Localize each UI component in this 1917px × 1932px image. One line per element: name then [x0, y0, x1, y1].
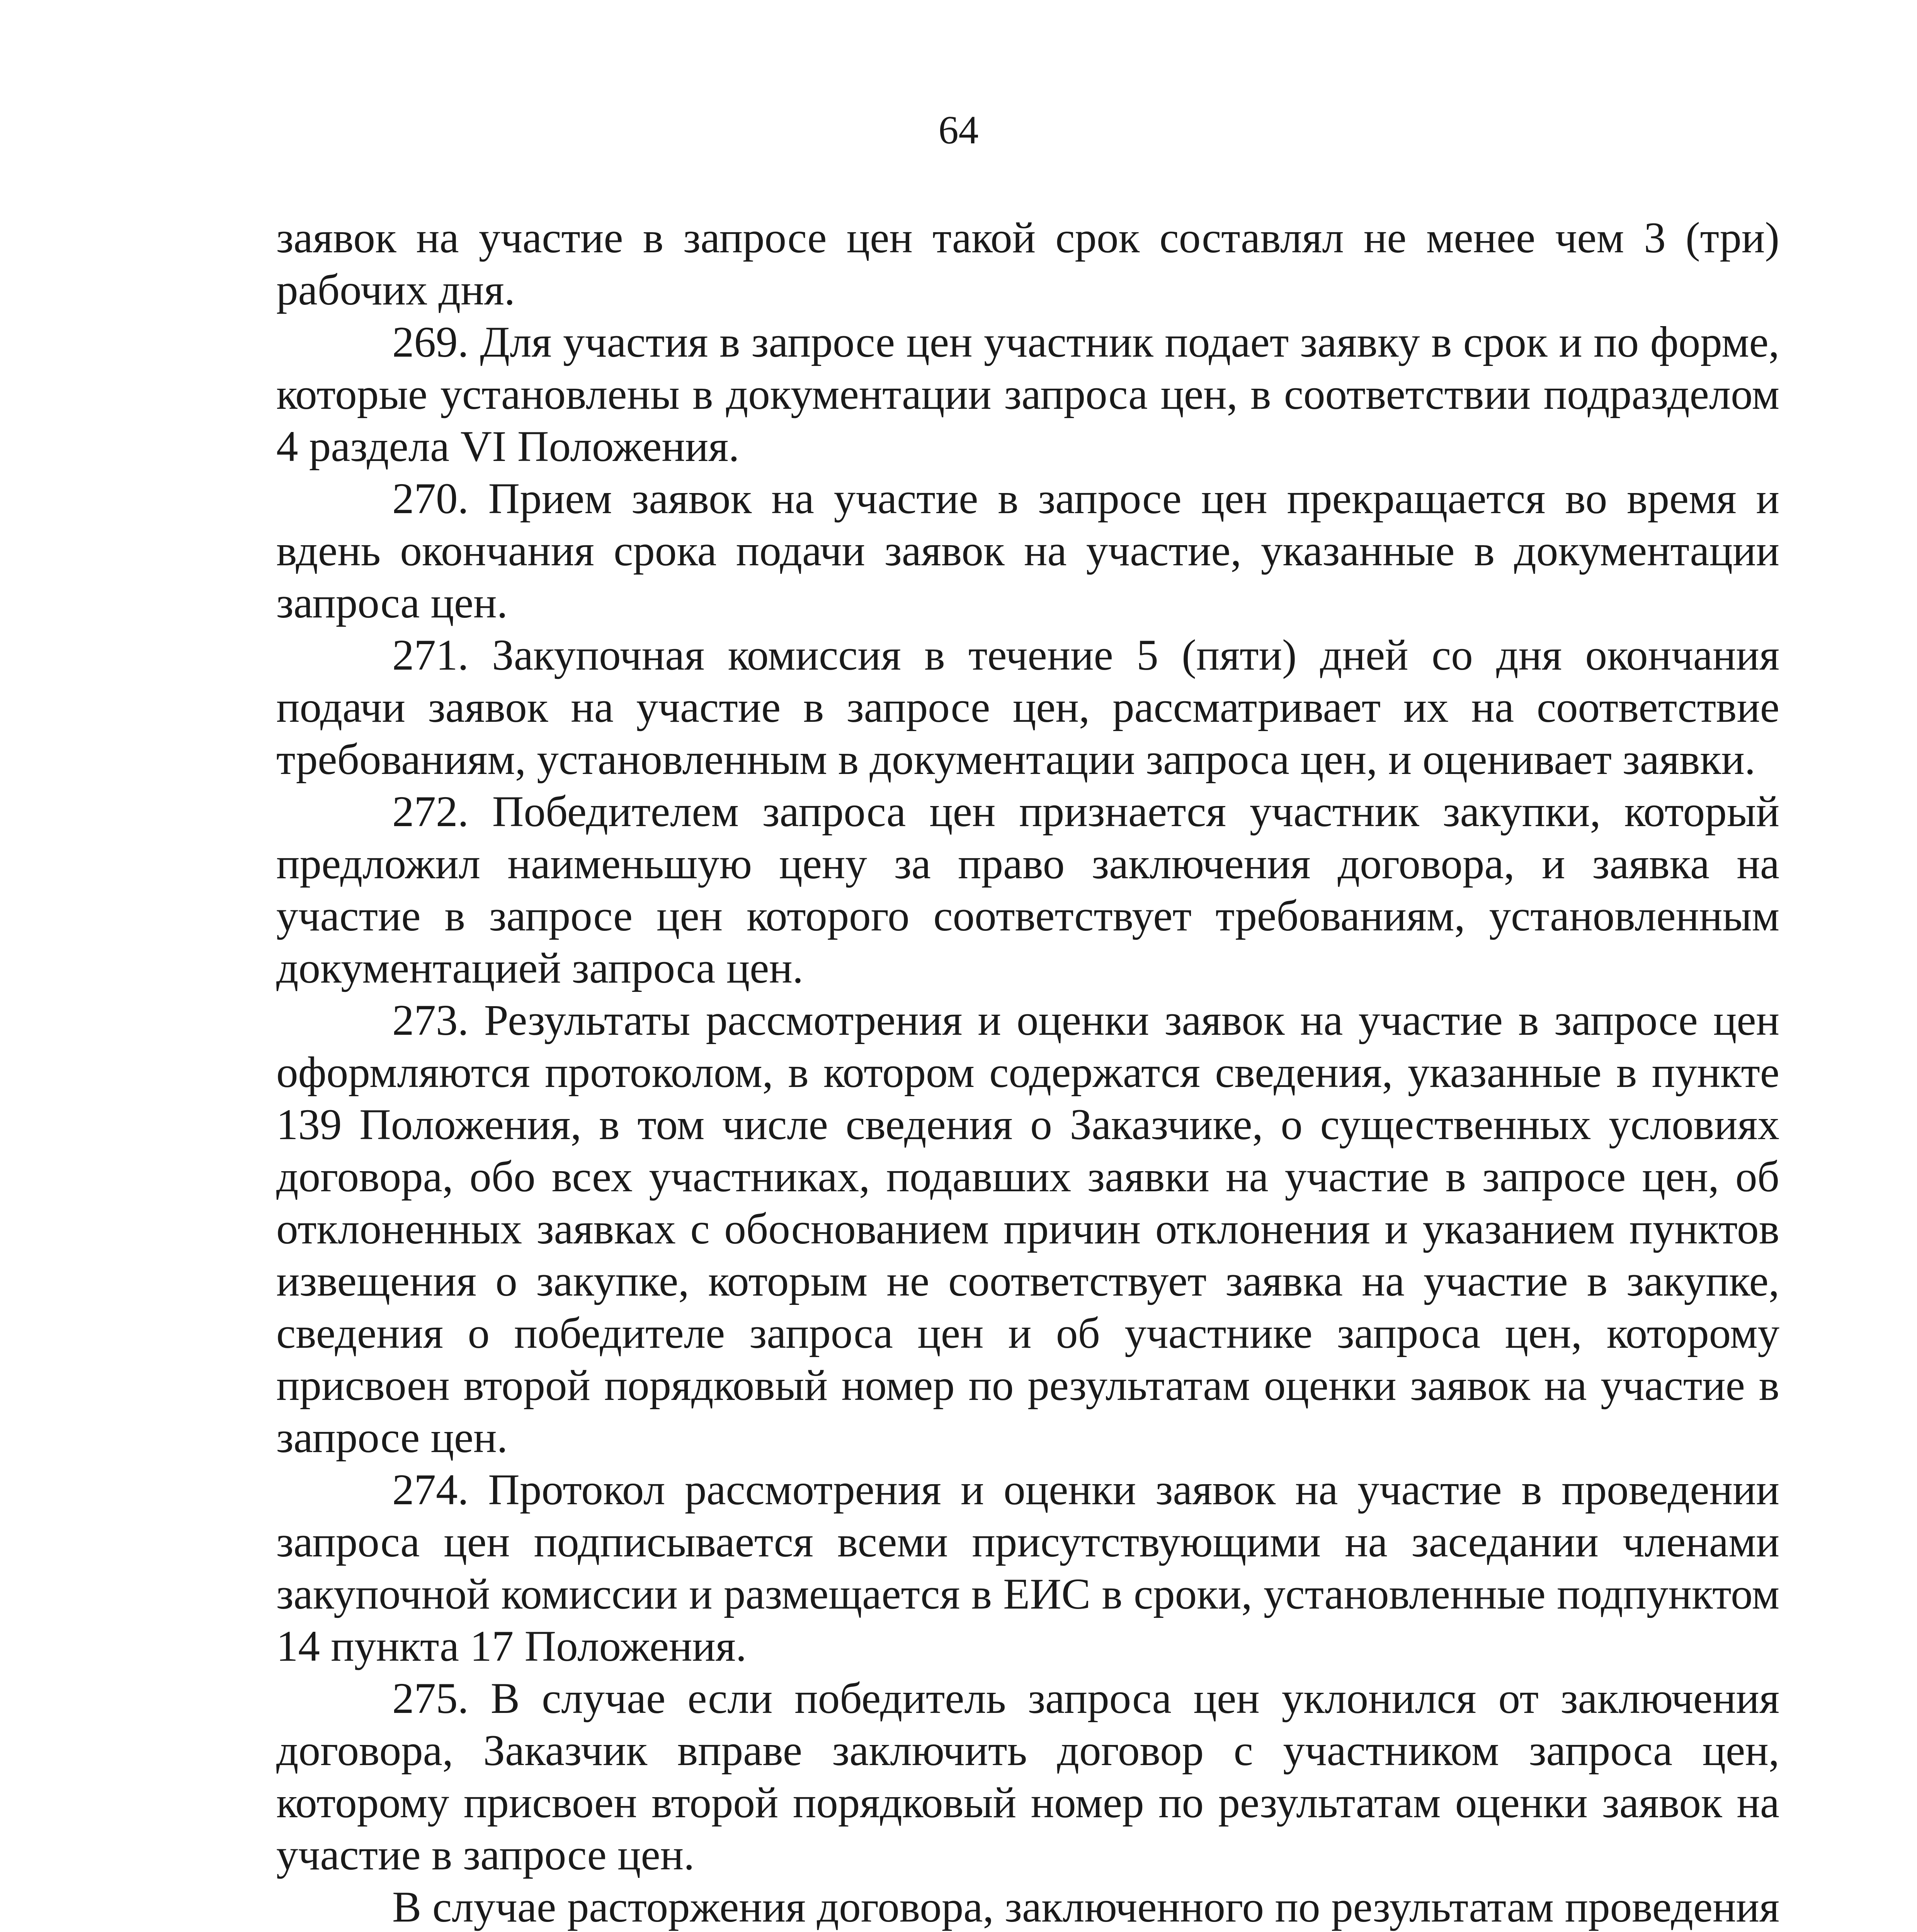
paragraph-269: 269. Для участия в запросе цен участник подает заявку в срок и по форме, которые установлены в документации запроса цен, в соответствии подразделом 4 раздела VI Положения. — [276, 318, 1779, 471]
paragraph-273: 273. Результаты рассмотрения и оценки заявок на участие в запросе цен оформляются протоколом, в котором содержатся сведения, указанные в пункте 139 Положения, в том числе сведения о Заказчике, о существенных условиях договора, обо всех участниках, подавших заявки на участие в запросе цен, об отклоненных заявках с обоснованием причин отклонения и указанием пунктов извещения о закупке, которым не соответствует заявка на участие в закупке, сведения о победителе запроса цен и об участнике запроса цен, которому присвоен второй порядковый номер по результатам оценки заявок на участие в запросе цен. — [276, 996, 1779, 1462]
paragraph-271: 271. Закупочная комиссия в течение 5 (пяти) дней со дня окончания подачи заявок на участие в запросе цен, рассматривает их на соответствие требованиям, установленным в документации запроса цен, и оценивает заявки. — [276, 631, 1779, 784]
document-body — [276, 212, 1779, 1932]
paragraph-continuation: заявок на участие в запросе цен такой срок составлял не менее чем 3 (три) рабочих дня. — [276, 214, 1779, 314]
paragraph-275: 275. В случае если победитель запроса цен уклонился от заключения договора, Заказчик вправе заключить договор с участником запроса цен, которому присвоен второй порядковый номер по результатам оценки заявок на участие в запросе цен. — [276, 1674, 1779, 1879]
paragraph-270: 270. Прием заявок на участие в запросе цен прекращается во время и вдень окончания срока подачи заявок на участие, указанные в документации запроса цен. — [276, 474, 1779, 627]
paragraph-272: 272. Победителем запроса цен признается участник закупки, который предложил наименьшую цену за право заключения договора, и заявка на участие в запросе цен которого соответствует требованиям, установленным документацией запроса цен. — [276, 787, 1779, 992]
paragraph-275-cont: В случае расторжения договора, заключенного по результатам проведения — [392, 1883, 1779, 1931]
page-number: 64 — [938, 108, 979, 152]
paragraph-274: 274. Протокол рассмотрения и оценки заявок на участие в проведении запроса цен подписывается всеми присутствующими на заседании членами закупочной комиссии и размещается в ЕИС в сроки, установленные подпунктом 14 пункта 17 Положения. — [276, 1466, 1779, 1670]
